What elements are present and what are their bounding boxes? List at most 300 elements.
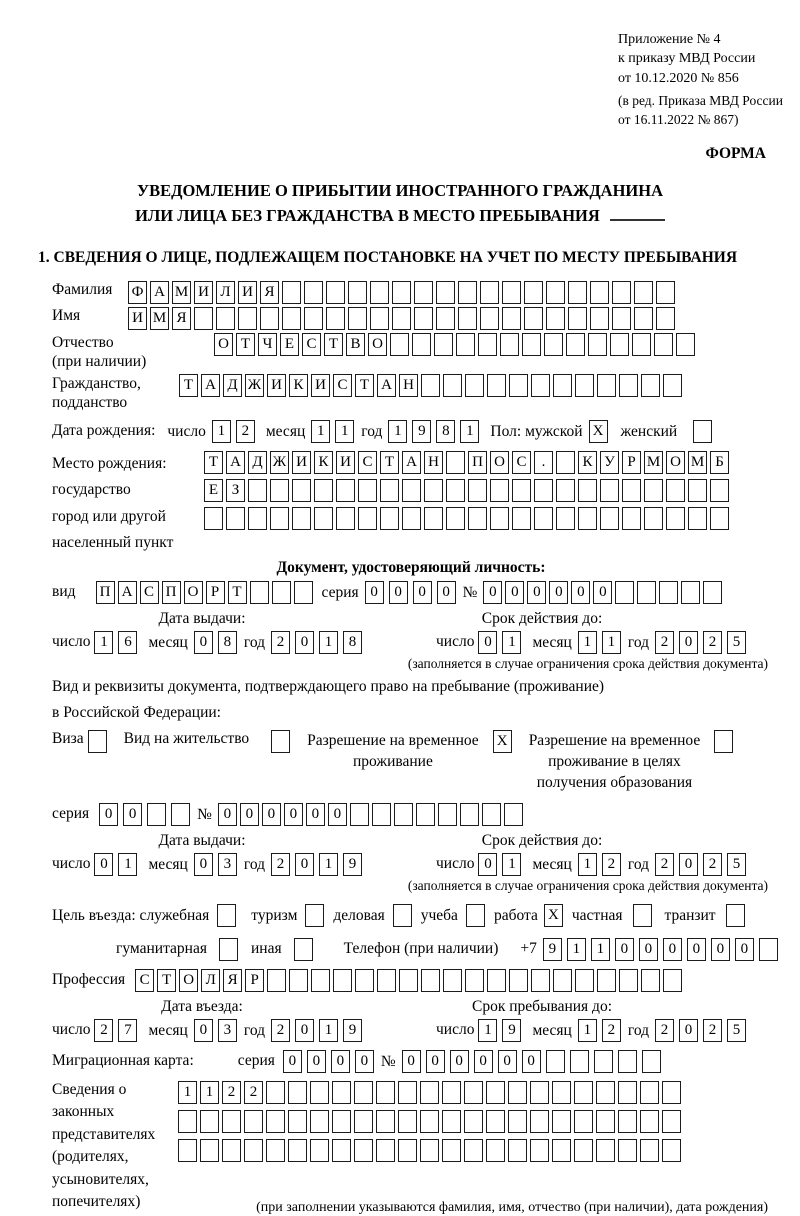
char-cell[interactable]: 0 <box>194 1019 213 1042</box>
char-cell[interactable]: П <box>468 451 487 474</box>
legal-reps-row1-input[interactable] <box>178 1081 684 1104</box>
permit-valid-day-input[interactable] <box>478 853 526 876</box>
char-cell[interactable] <box>244 1110 263 1133</box>
char-cell[interactable]: 9 <box>502 1019 521 1042</box>
char-cell[interactable] <box>662 1139 681 1162</box>
char-cell[interactable] <box>568 307 587 330</box>
purpose-private-checkbox[interactable] <box>633 904 655 927</box>
birth-day-input[interactable] <box>212 420 260 443</box>
char-cell[interactable] <box>226 507 245 530</box>
entry-month-input[interactable] <box>194 1019 242 1042</box>
char-cell[interactable]: 1 <box>388 420 407 443</box>
char-cell[interactable]: 0 <box>505 581 524 604</box>
char-cell[interactable] <box>574 1110 593 1133</box>
char-cell[interactable] <box>438 803 457 826</box>
doc-issue-year-input[interactable] <box>271 631 367 654</box>
char-cell[interactable] <box>622 479 641 502</box>
char-cell[interactable] <box>466 904 485 927</box>
char-cell[interactable]: 1 <box>591 938 610 961</box>
doc-number-input[interactable] <box>483 581 725 604</box>
char-cell[interactable]: 0 <box>593 581 612 604</box>
char-cell[interactable] <box>370 281 389 304</box>
char-cell[interactable] <box>402 507 421 530</box>
char-cell[interactable]: Я <box>172 307 191 330</box>
char-cell[interactable]: О <box>184 581 203 604</box>
char-cell[interactable] <box>612 307 631 330</box>
char-cell[interactable] <box>414 281 433 304</box>
char-cell[interactable]: Т <box>228 581 247 604</box>
birth-place-row1-input[interactable] <box>204 451 732 474</box>
char-cell[interactable] <box>676 333 695 356</box>
char-cell[interactable] <box>292 507 311 530</box>
char-cell[interactable] <box>544 333 563 356</box>
char-cell[interactable]: М <box>688 451 707 474</box>
char-cell[interactable]: А <box>377 374 396 397</box>
char-cell[interactable] <box>610 333 629 356</box>
char-cell[interactable]: Д <box>223 374 242 397</box>
char-cell[interactable]: 0 <box>679 1019 698 1042</box>
char-cell[interactable] <box>456 333 475 356</box>
char-cell[interactable]: 0 <box>262 803 281 826</box>
char-cell[interactable] <box>392 307 411 330</box>
char-cell[interactable] <box>659 581 678 604</box>
char-cell[interactable] <box>434 333 453 356</box>
char-cell[interactable] <box>530 1081 549 1104</box>
char-cell[interactable] <box>412 333 431 356</box>
char-cell[interactable]: 0 <box>328 803 347 826</box>
char-cell[interactable] <box>421 374 440 397</box>
char-cell[interactable]: П <box>96 581 115 604</box>
char-cell[interactable]: 7 <box>118 1019 137 1042</box>
char-cell[interactable]: 0 <box>498 1050 517 1073</box>
char-cell[interactable] <box>292 479 311 502</box>
char-cell[interactable] <box>310 1110 329 1133</box>
char-cell[interactable] <box>619 969 638 992</box>
char-cell[interactable] <box>622 507 641 530</box>
char-cell[interactable] <box>305 904 324 927</box>
char-cell[interactable] <box>612 281 631 304</box>
char-cell[interactable] <box>336 479 355 502</box>
char-cell[interactable]: 0 <box>295 1019 314 1042</box>
char-cell[interactable] <box>311 969 330 992</box>
purpose-commercial-checkbox[interactable] <box>393 904 415 927</box>
char-cell[interactable] <box>575 374 594 397</box>
char-cell[interactable] <box>681 581 700 604</box>
char-cell[interactable] <box>487 374 506 397</box>
char-cell[interactable] <box>282 281 301 304</box>
stay-month-input[interactable] <box>578 1019 626 1042</box>
char-cell[interactable]: 1 <box>578 853 597 876</box>
doc-issue-month-input[interactable] <box>194 631 242 654</box>
migration-series-input[interactable] <box>283 1050 379 1073</box>
char-cell[interactable]: 2 <box>602 853 621 876</box>
char-cell[interactable] <box>465 969 484 992</box>
doc-valid-month-input[interactable] <box>578 631 626 654</box>
char-cell[interactable] <box>618 1110 637 1133</box>
char-cell[interactable]: 0 <box>283 1050 302 1073</box>
char-cell[interactable] <box>294 581 313 604</box>
char-cell[interactable] <box>634 281 653 304</box>
doc-type-input[interactable] <box>96 581 316 604</box>
char-cell[interactable] <box>534 479 553 502</box>
char-cell[interactable] <box>490 507 509 530</box>
char-cell[interactable] <box>266 1081 285 1104</box>
char-cell[interactable]: А <box>118 581 137 604</box>
char-cell[interactable]: 1 <box>602 631 621 654</box>
char-cell[interactable]: Т <box>355 374 374 397</box>
char-cell[interactable] <box>348 307 367 330</box>
char-cell[interactable] <box>314 507 333 530</box>
char-cell[interactable] <box>486 1110 505 1133</box>
char-cell[interactable] <box>508 1139 527 1162</box>
char-cell[interactable]: 6 <box>118 631 137 654</box>
char-cell[interactable] <box>487 969 506 992</box>
char-cell[interactable] <box>468 479 487 502</box>
char-cell[interactable] <box>442 1139 461 1162</box>
char-cell[interactable] <box>200 1110 219 1133</box>
char-cell[interactable] <box>531 374 550 397</box>
char-cell[interactable]: М <box>644 451 663 474</box>
char-cell[interactable] <box>512 507 531 530</box>
char-cell[interactable] <box>590 281 609 304</box>
char-cell[interactable]: 2 <box>602 1019 621 1042</box>
char-cell[interactable] <box>530 1139 549 1162</box>
char-cell[interactable]: 1 <box>335 420 354 443</box>
char-cell[interactable] <box>486 1081 505 1104</box>
char-cell[interactable] <box>597 374 616 397</box>
char-cell[interactable]: Р <box>206 581 225 604</box>
char-cell[interactable] <box>446 479 465 502</box>
char-cell[interactable]: 2 <box>655 1019 674 1042</box>
char-cell[interactable] <box>568 281 587 304</box>
char-cell[interactable] <box>178 1139 197 1162</box>
char-cell[interactable] <box>502 307 521 330</box>
char-cell[interactable] <box>524 307 543 330</box>
char-cell[interactable]: И <box>128 307 147 330</box>
surname-input[interactable] <box>128 281 678 304</box>
char-cell[interactable] <box>693 420 712 443</box>
char-cell[interactable]: О <box>490 451 509 474</box>
char-cell[interactable] <box>414 307 433 330</box>
char-cell[interactable]: Л <box>216 281 235 304</box>
char-cell[interactable]: И <box>238 281 257 304</box>
char-cell[interactable]: 0 <box>123 803 142 826</box>
char-cell[interactable]: С <box>135 969 154 992</box>
char-cell[interactable] <box>666 479 685 502</box>
doc-valid-year-input[interactable] <box>655 631 751 654</box>
char-cell[interactable] <box>663 374 682 397</box>
char-cell[interactable] <box>446 507 465 530</box>
char-cell[interactable] <box>634 307 653 330</box>
char-cell[interactable] <box>556 507 575 530</box>
char-cell[interactable] <box>238 307 257 330</box>
permit-series-input[interactable] <box>99 803 195 826</box>
char-cell[interactable]: 8 <box>218 631 237 654</box>
char-cell[interactable]: 0 <box>571 581 590 604</box>
char-cell[interactable] <box>178 1110 197 1133</box>
char-cell[interactable] <box>662 1081 681 1104</box>
char-cell[interactable]: 1 <box>502 631 521 654</box>
char-cell[interactable] <box>420 1110 439 1133</box>
char-cell[interactable] <box>288 1110 307 1133</box>
char-cell[interactable] <box>289 969 308 992</box>
char-cell[interactable] <box>465 374 484 397</box>
char-cell[interactable] <box>442 1110 461 1133</box>
char-cell[interactable] <box>726 904 745 927</box>
permit-issue-day-input[interactable] <box>94 853 142 876</box>
char-cell[interactable] <box>200 1139 219 1162</box>
char-cell[interactable]: Е <box>280 333 299 356</box>
char-cell[interactable]: 1 <box>578 631 597 654</box>
char-cell[interactable]: 1 <box>460 420 479 443</box>
char-cell[interactable]: М <box>172 281 191 304</box>
char-cell[interactable]: 2 <box>271 853 290 876</box>
char-cell[interactable] <box>380 507 399 530</box>
legal-reps-row2-input[interactable] <box>178 1110 684 1133</box>
char-cell[interactable] <box>641 374 660 397</box>
char-cell[interactable]: 0 <box>527 581 546 604</box>
char-cell[interactable] <box>377 969 396 992</box>
char-cell[interactable] <box>570 1050 589 1073</box>
char-cell[interactable] <box>509 374 528 397</box>
char-cell[interactable] <box>553 374 572 397</box>
char-cell[interactable] <box>618 1081 637 1104</box>
char-cell[interactable]: И <box>194 281 213 304</box>
char-cell[interactable] <box>272 581 291 604</box>
char-cell[interactable] <box>326 307 345 330</box>
char-cell[interactable]: 0 <box>240 803 259 826</box>
char-cell[interactable] <box>710 479 729 502</box>
char-cell[interactable] <box>556 479 575 502</box>
char-cell[interactable]: 2 <box>703 853 722 876</box>
char-cell[interactable] <box>266 1139 285 1162</box>
char-cell[interactable]: 0 <box>474 1050 493 1073</box>
patronymic-input[interactable] <box>214 333 698 356</box>
char-cell[interactable]: 1 <box>94 631 113 654</box>
char-cell[interactable] <box>380 479 399 502</box>
char-cell[interactable] <box>394 803 413 826</box>
char-cell[interactable] <box>618 1050 637 1073</box>
char-cell[interactable]: Ж <box>245 374 264 397</box>
char-cell[interactable] <box>619 374 638 397</box>
char-cell[interactable]: Я <box>223 969 242 992</box>
char-cell[interactable] <box>332 1139 351 1162</box>
purpose-tourism-checkbox[interactable] <box>305 904 327 927</box>
char-cell[interactable] <box>546 1050 565 1073</box>
char-cell[interactable]: 1 <box>578 1019 597 1042</box>
name-input[interactable] <box>128 307 678 330</box>
char-cell[interactable] <box>546 281 565 304</box>
char-cell[interactable] <box>420 1081 439 1104</box>
char-cell[interactable] <box>480 281 499 304</box>
char-cell[interactable]: 1 <box>212 420 231 443</box>
char-cell[interactable] <box>260 307 279 330</box>
char-cell[interactable]: 1 <box>319 631 338 654</box>
char-cell[interactable]: 0 <box>711 938 730 961</box>
char-cell[interactable] <box>248 507 267 530</box>
char-cell[interactable]: 0 <box>194 631 213 654</box>
char-cell[interactable] <box>372 803 391 826</box>
char-cell[interactable]: 8 <box>343 631 362 654</box>
char-cell[interactable] <box>332 1081 351 1104</box>
char-cell[interactable] <box>376 1110 395 1133</box>
char-cell[interactable] <box>600 507 619 530</box>
char-cell[interactable] <box>304 281 323 304</box>
char-cell[interactable] <box>219 938 238 961</box>
char-cell[interactable]: Р <box>245 969 264 992</box>
char-cell[interactable] <box>478 333 497 356</box>
char-cell[interactable]: Т <box>179 374 198 397</box>
char-cell[interactable] <box>370 307 389 330</box>
char-cell[interactable] <box>333 969 352 992</box>
purpose-business-checkbox[interactable] <box>217 904 237 928</box>
entry-year-input[interactable] <box>271 1019 367 1042</box>
char-cell[interactable] <box>436 281 455 304</box>
char-cell[interactable] <box>633 904 652 927</box>
char-cell[interactable] <box>250 581 269 604</box>
char-cell[interactable]: З <box>226 479 245 502</box>
char-cell[interactable] <box>446 451 465 474</box>
char-cell[interactable] <box>662 1110 681 1133</box>
char-cell[interactable]: Т <box>324 333 343 356</box>
char-cell[interactable] <box>424 479 443 502</box>
char-cell[interactable]: Т <box>380 451 399 474</box>
char-cell[interactable]: 0 <box>331 1050 350 1073</box>
char-cell[interactable] <box>566 333 585 356</box>
char-cell[interactable] <box>294 938 313 961</box>
char-cell[interactable] <box>468 507 487 530</box>
char-cell[interactable] <box>530 1110 549 1133</box>
char-cell[interactable]: 0 <box>450 1050 469 1073</box>
char-cell[interactable] <box>710 507 729 530</box>
char-cell[interactable]: 0 <box>99 803 118 826</box>
char-cell[interactable] <box>464 1081 483 1104</box>
char-cell[interactable]: 1 <box>319 1019 338 1042</box>
char-cell[interactable]: К <box>289 374 308 397</box>
char-cell[interactable]: 0 <box>679 631 698 654</box>
char-cell[interactable]: 0 <box>389 581 408 604</box>
char-cell[interactable] <box>688 479 707 502</box>
char-cell[interactable]: 0 <box>522 1050 541 1073</box>
char-cell[interactable] <box>552 1110 571 1133</box>
char-cell[interactable]: Н <box>424 451 443 474</box>
char-cell[interactable]: 2 <box>271 631 290 654</box>
char-cell[interactable] <box>656 281 675 304</box>
char-cell[interactable] <box>460 803 479 826</box>
char-cell[interactable]: Я <box>260 281 279 304</box>
char-cell[interactable]: А <box>201 374 220 397</box>
char-cell[interactable] <box>759 938 778 961</box>
char-cell[interactable]: 0 <box>615 938 634 961</box>
char-cell[interactable]: Т <box>236 333 255 356</box>
char-cell[interactable]: 3 <box>218 1019 237 1042</box>
char-cell[interactable] <box>424 507 443 530</box>
char-cell[interactable] <box>266 1110 285 1133</box>
char-cell[interactable] <box>508 1110 527 1133</box>
char-cell[interactable] <box>615 581 634 604</box>
birth-place-row2-input[interactable] <box>204 479 732 502</box>
char-cell[interactable] <box>194 307 213 330</box>
char-cell[interactable] <box>703 581 722 604</box>
char-cell[interactable] <box>402 479 421 502</box>
char-cell[interactable] <box>399 969 418 992</box>
char-cell[interactable] <box>480 307 499 330</box>
char-cell[interactable] <box>632 333 651 356</box>
char-cell[interactable]: 9 <box>343 853 362 876</box>
char-cell[interactable]: 0 <box>218 803 237 826</box>
char-cell[interactable] <box>310 1081 329 1104</box>
char-cell[interactable] <box>314 479 333 502</box>
char-cell[interactable]: 1 <box>200 1081 219 1104</box>
char-cell[interactable] <box>596 1139 615 1162</box>
char-cell[interactable] <box>556 451 575 474</box>
char-cell[interactable]: К <box>578 451 597 474</box>
char-cell[interactable] <box>350 803 369 826</box>
doc-series-input[interactable] <box>365 581 461 604</box>
char-cell[interactable] <box>574 1139 593 1162</box>
char-cell[interactable] <box>509 969 528 992</box>
char-cell[interactable] <box>416 803 435 826</box>
char-cell[interactable] <box>248 479 267 502</box>
char-cell[interactable]: И <box>292 451 311 474</box>
temp-residence-checkbox[interactable] <box>493 730 515 753</box>
char-cell[interactable]: 0 <box>735 938 754 961</box>
char-cell[interactable]: У <box>600 451 619 474</box>
char-cell[interactable] <box>358 479 377 502</box>
char-cell[interactable] <box>654 333 673 356</box>
char-cell[interactable]: 2 <box>703 631 722 654</box>
char-cell[interactable] <box>376 1139 395 1162</box>
char-cell[interactable] <box>596 1110 615 1133</box>
char-cell[interactable]: И <box>336 451 355 474</box>
char-cell[interactable]: О <box>666 451 685 474</box>
char-cell[interactable] <box>358 507 377 530</box>
char-cell[interactable]: Т <box>157 969 176 992</box>
char-cell[interactable]: 0 <box>679 853 698 876</box>
char-cell[interactable]: 0 <box>478 853 497 876</box>
char-cell[interactable] <box>578 507 597 530</box>
char-cell[interactable] <box>458 281 477 304</box>
char-cell[interactable] <box>288 1081 307 1104</box>
char-cell[interactable]: 0 <box>639 938 658 961</box>
purpose-other-checkbox[interactable] <box>294 938 316 961</box>
char-cell[interactable]: 0 <box>478 631 497 654</box>
char-cell[interactable]: 0 <box>355 1050 374 1073</box>
char-cell[interactable] <box>398 1139 417 1162</box>
char-cell[interactable] <box>578 479 597 502</box>
char-cell[interactable]: 5 <box>727 631 746 654</box>
sex-female-checkbox[interactable] <box>693 420 715 443</box>
char-cell[interactable] <box>594 1050 613 1073</box>
char-cell[interactable]: 1 <box>178 1081 197 1104</box>
char-cell[interactable] <box>216 307 235 330</box>
char-cell[interactable]: Ф <box>128 281 147 304</box>
char-cell[interactable] <box>326 281 345 304</box>
char-cell[interactable] <box>217 904 236 927</box>
char-cell[interactable] <box>644 507 663 530</box>
char-cell[interactable]: 0 <box>194 853 213 876</box>
migration-number-input[interactable] <box>402 1050 666 1073</box>
char-cell[interactable]: 2 <box>222 1081 241 1104</box>
char-cell[interactable]: Ч <box>258 333 277 356</box>
char-cell[interactable] <box>714 730 733 753</box>
char-cell[interactable]: Е <box>204 479 223 502</box>
char-cell[interactable] <box>464 1139 483 1162</box>
char-cell[interactable] <box>482 803 501 826</box>
char-cell[interactable] <box>420 1139 439 1162</box>
char-cell[interactable]: Д <box>248 451 267 474</box>
char-cell[interactable]: 0 <box>295 631 314 654</box>
